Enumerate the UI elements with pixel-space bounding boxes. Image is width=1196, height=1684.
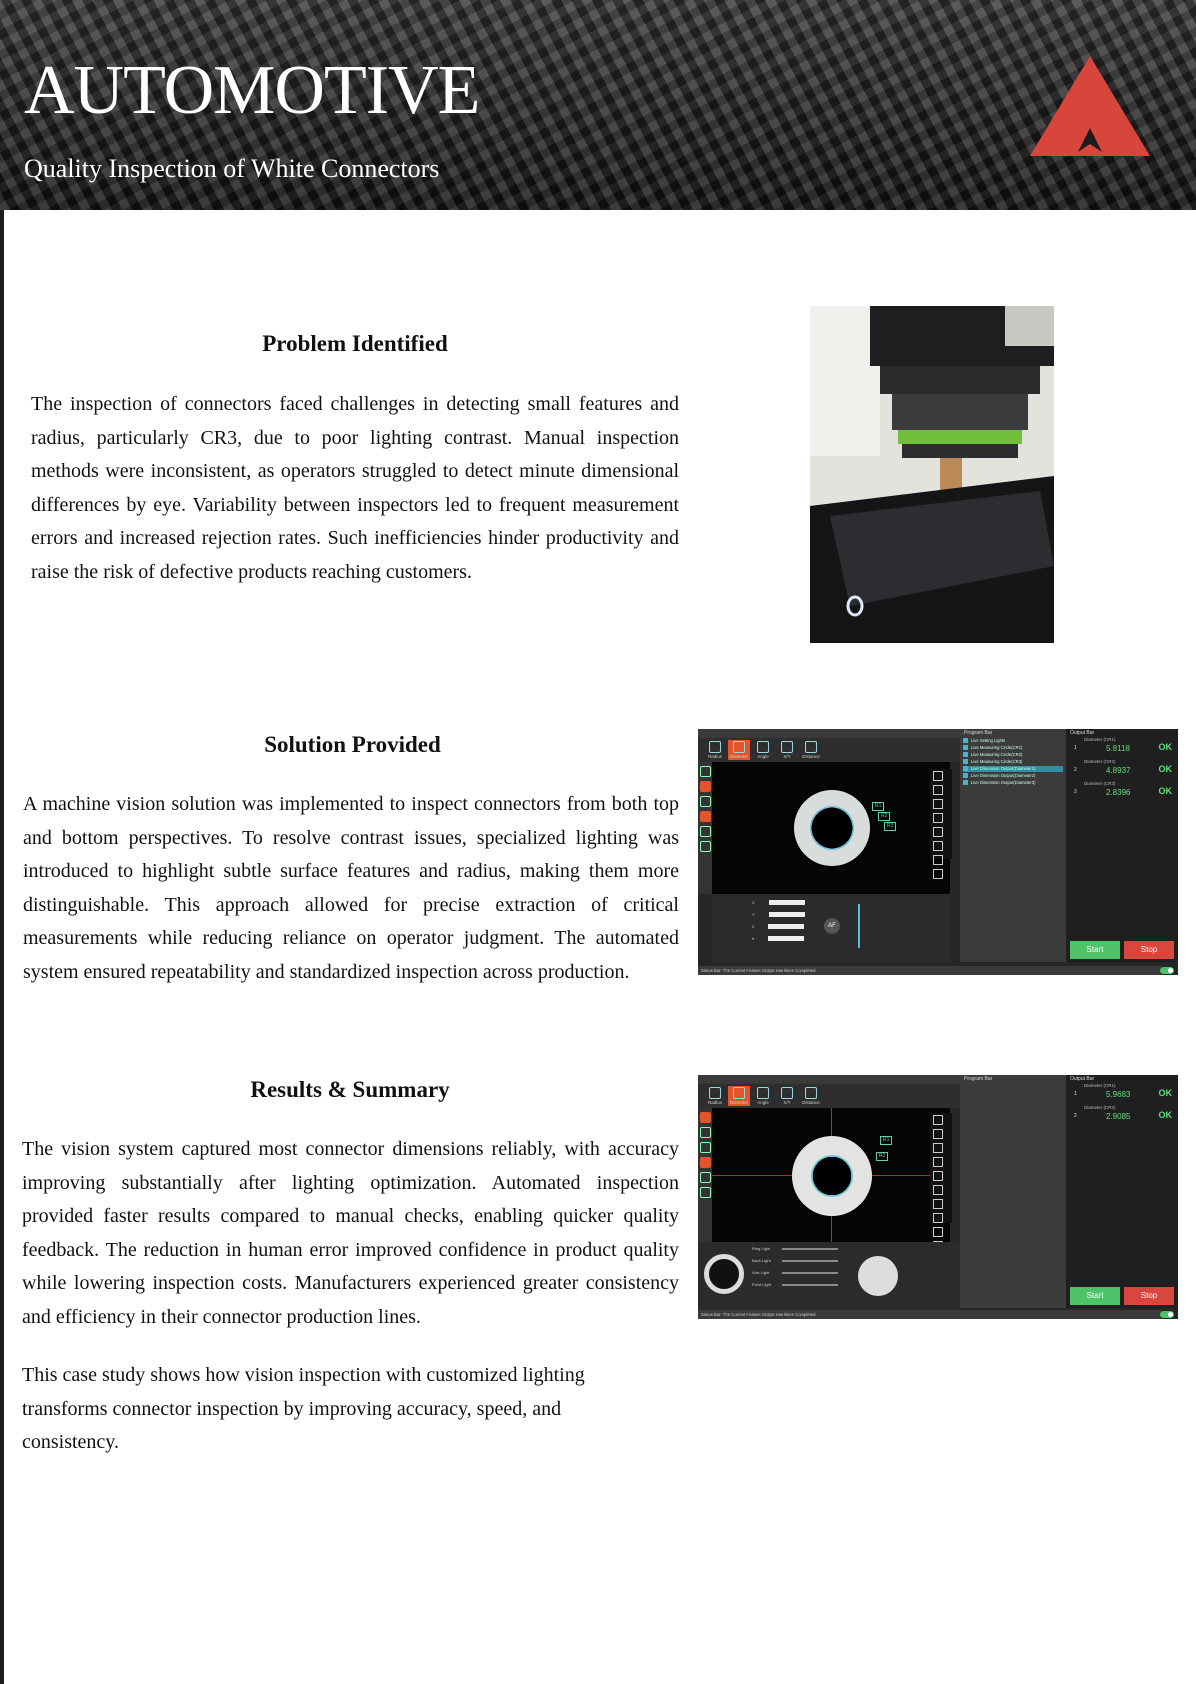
tool-icon[interactable] xyxy=(933,855,943,865)
target-icon[interactable] xyxy=(700,1187,711,1198)
folder-icon[interactable] xyxy=(700,1157,711,1168)
angle-icon xyxy=(757,741,769,753)
radius-icon xyxy=(709,741,721,753)
tool-icon[interactable] xyxy=(933,785,943,795)
xy-icon xyxy=(781,1087,793,1099)
angle-tool[interactable]: Angle xyxy=(752,1086,774,1106)
output-row: Diameter (CR1) 1 5.8118 OK xyxy=(1074,737,1172,753)
output-row: Diameter (CR3) 3 2.8396 OK xyxy=(1074,781,1172,797)
program-bar-title: Program Bar xyxy=(964,1076,993,1082)
results-heading: Results & Summary xyxy=(250,1077,450,1102)
output-bar xyxy=(1066,1075,1178,1308)
capture-icon[interactable] xyxy=(700,1112,711,1123)
menu-bar xyxy=(698,1075,960,1084)
speed-slider[interactable] xyxy=(858,904,860,948)
camera-view[interactable] xyxy=(712,1108,950,1242)
connector-inspection-photo xyxy=(810,306,1054,643)
tool-icon[interactable] xyxy=(933,1129,943,1139)
status-bar: Status Bar: The Current Feature Output Has Been Completed xyxy=(698,1310,1161,1319)
connector-ring-image xyxy=(792,1136,872,1216)
output-bar-title: Output Bar xyxy=(1070,1076,1095,1082)
light-slider-row[interactable]: Point Light xyxy=(752,1282,771,1287)
radius-tool[interactable]: Radius xyxy=(704,740,726,760)
start-button[interactable]: Start xyxy=(1070,1287,1120,1305)
measure-label: R1 xyxy=(872,802,884,811)
xy-tool[interactable]: X/Y xyxy=(776,1086,798,1106)
output-bar-title: Output Bar xyxy=(1070,730,1095,736)
distance-icon xyxy=(805,1087,817,1099)
left-sidebar xyxy=(698,1108,712,1242)
light-control-panel xyxy=(698,1242,960,1310)
connector-ring-image xyxy=(794,790,870,866)
toggle-switch[interactable] xyxy=(1160,967,1174,974)
xy-tool[interactable]: X/Y xyxy=(776,740,798,760)
axis-field[interactable]: θ xyxy=(752,936,804,941)
axis-field[interactable]: X xyxy=(752,900,805,905)
diameter-tool[interactable]: Diameter xyxy=(728,1086,750,1106)
program-row[interactable]: Live Measuring Circle(CR1) xyxy=(963,745,1063,751)
angle-tool[interactable]: Angle xyxy=(752,740,774,760)
tool-icon[interactable] xyxy=(933,1185,943,1195)
program-row[interactable]: Live Dimension Output(Diameter3) xyxy=(963,780,1063,786)
tool-strip xyxy=(698,738,960,762)
output-row: Diameter (CR2) 2 4.8937 OK xyxy=(1074,759,1172,775)
vision-software-screenshot-2 xyxy=(698,1075,1178,1319)
target-icon[interactable] xyxy=(700,766,711,777)
image-icon[interactable] xyxy=(700,826,711,837)
output-row: Diameter (CR2) 2 2.9085 OK xyxy=(1074,1105,1172,1121)
problem-paragraph: The inspection of connectors faced challenges in detecting small features and radius, particularly CR3, due to poor lighting contrast. Manual inspection methods were inconsistent, as operators struggled to detect minute dimensional differences by eye. Variability between inspectors led to frequent measurement errors and increased rejection rates. Such inefficiencies hinder productivity and raise the risk of defective products reaching customers. xyxy=(31,393,679,583)
ring-light-icon xyxy=(704,1254,744,1294)
start-button[interactable]: Start xyxy=(1070,941,1120,959)
problem-heading: Problem Identified xyxy=(262,331,448,356)
tool-icon[interactable] xyxy=(933,1171,943,1181)
folder-icon[interactable] xyxy=(700,811,711,822)
light-slider-row[interactable]: Back Light xyxy=(752,1258,771,1263)
program-row[interactable]: Live Dimension Output(Diameter1) xyxy=(963,766,1063,772)
autofocus-button[interactable]: AF xyxy=(824,918,840,934)
measure-label: R2 xyxy=(878,812,890,821)
camera-view[interactable] xyxy=(712,762,950,894)
distance-icon xyxy=(805,741,817,753)
program-bar-title: Program Bar xyxy=(964,730,993,736)
diameter-tool[interactable]: Diameter xyxy=(728,740,750,760)
stop-button[interactable]: Stop xyxy=(1124,1287,1174,1305)
output-bar xyxy=(1066,729,1178,962)
page-edge xyxy=(0,210,4,1684)
distance-tool[interactable]: Distance xyxy=(800,1086,822,1106)
radius-tool[interactable]: Radius xyxy=(704,1086,726,1106)
diameter-icon xyxy=(733,741,745,753)
stop-button[interactable]: Stop xyxy=(1124,941,1174,959)
program-row[interactable]: Live Measuring Circle(CR3) xyxy=(963,759,1063,765)
solution-paragraph: A machine vision solution was implemented to inspect connectors from both top and bottom perspectives. To resolve contrast issues, specialized lighting was introduced to highlight subtle surface features and radius, making them more distinguishable. This approach allowed for precise extraction of critical measurements while reducing reliance on operator judgment. The automated system ensured repeatability and standardized inspection across production. xyxy=(23,793,679,983)
settings-icon[interactable] xyxy=(700,841,711,852)
capture-icon[interactable] xyxy=(700,781,711,792)
measure-label: R2 xyxy=(876,1152,888,1161)
output-row: Diameter (CR1) 1 5.9683 OK xyxy=(1074,1083,1172,1099)
vertical-toolbox xyxy=(930,769,952,859)
inspection-machine-illustration xyxy=(810,306,1054,643)
stage-control-dial[interactable] xyxy=(858,1256,898,1296)
radius-icon xyxy=(709,1087,721,1099)
tool-icon[interactable] xyxy=(933,1143,943,1153)
angle-icon xyxy=(757,1087,769,1099)
tool-icon[interactable] xyxy=(933,841,943,851)
tool-icon[interactable] xyxy=(933,1227,943,1237)
tool-icon[interactable] xyxy=(933,799,943,809)
distance-tool[interactable]: Distance xyxy=(800,740,822,760)
header-banner xyxy=(0,0,1196,210)
back-light-slider[interactable] xyxy=(782,1260,838,1262)
point-light-slider[interactable] xyxy=(782,1284,838,1286)
closing-paragraph: This case study shows how vision inspection with customized lighting transforms connector inspection by improving accuracy, speed, and consistency. xyxy=(22,1364,585,1453)
solution-heading: Solution Provided xyxy=(264,732,441,757)
tool-icon[interactable] xyxy=(933,827,943,837)
light-slider-row[interactable]: Ring Light xyxy=(752,1246,771,1251)
settings-icon[interactable] xyxy=(700,1172,711,1183)
triangle-a-logo-icon xyxy=(1028,54,1152,158)
diameter-icon xyxy=(733,1087,745,1099)
tool-icon[interactable] xyxy=(933,869,943,879)
axis-field[interactable]: Y xyxy=(752,912,805,917)
tool-icon[interactable] xyxy=(933,1115,943,1125)
grid-icon[interactable] xyxy=(700,1127,711,1138)
measure-label: R3 xyxy=(884,822,896,831)
program-bar xyxy=(960,1075,1066,1308)
axis-light-slider[interactable] xyxy=(782,1272,838,1274)
tool-strip xyxy=(698,1084,960,1108)
left-sidebar xyxy=(698,762,712,894)
page-title: AUTOMOTIVE xyxy=(24,52,480,129)
tool-icon[interactable] xyxy=(933,1199,943,1209)
ring-light-slider[interactable] xyxy=(782,1248,838,1250)
tool-icon[interactable] xyxy=(933,771,943,781)
measure-label: R1 xyxy=(880,1136,892,1145)
tool-icon[interactable] xyxy=(933,1213,943,1223)
vision-software-screenshot-1 xyxy=(698,729,1178,975)
program-row[interactable]: Live Measuring Circle(CR2) xyxy=(963,752,1063,758)
status-bar: Status Bar: The Current Feature Output Has Been Completed xyxy=(698,966,1161,975)
program-bar xyxy=(960,729,1066,962)
axis-control-panel xyxy=(712,894,950,962)
toggle-switch[interactable] xyxy=(1160,1311,1174,1318)
axis-field[interactable]: Z xyxy=(752,924,804,929)
grid-icon[interactable] xyxy=(700,796,711,807)
xy-icon xyxy=(781,741,793,753)
tool-icon[interactable] xyxy=(933,1157,943,1167)
light-slider-row[interactable]: Axis Light xyxy=(752,1270,770,1275)
program-row[interactable]: Live Setting Lights xyxy=(963,738,1063,744)
vertical-toolbox xyxy=(930,1113,952,1223)
results-paragraph: The vision system captured most connector dimensions reliably, with accuracy improving substantially after lighting optimization. Automated inspection provided faster results compared to manual checks, enabling quicker quality feedback. The reduction in human error improved confidence in product quality while lowering inspection costs. Manufacturers experienced greater consistency and efficiency in their connector production lines. xyxy=(22,1138,679,1328)
page-subtitle: Quality Inspection of White Connectors xyxy=(24,154,440,183)
image-icon[interactable] xyxy=(700,1142,711,1153)
menu-bar xyxy=(698,729,960,738)
tool-icon[interactable] xyxy=(933,813,943,823)
program-row[interactable]: Live Dimension Output(Diameter2) xyxy=(963,773,1063,779)
